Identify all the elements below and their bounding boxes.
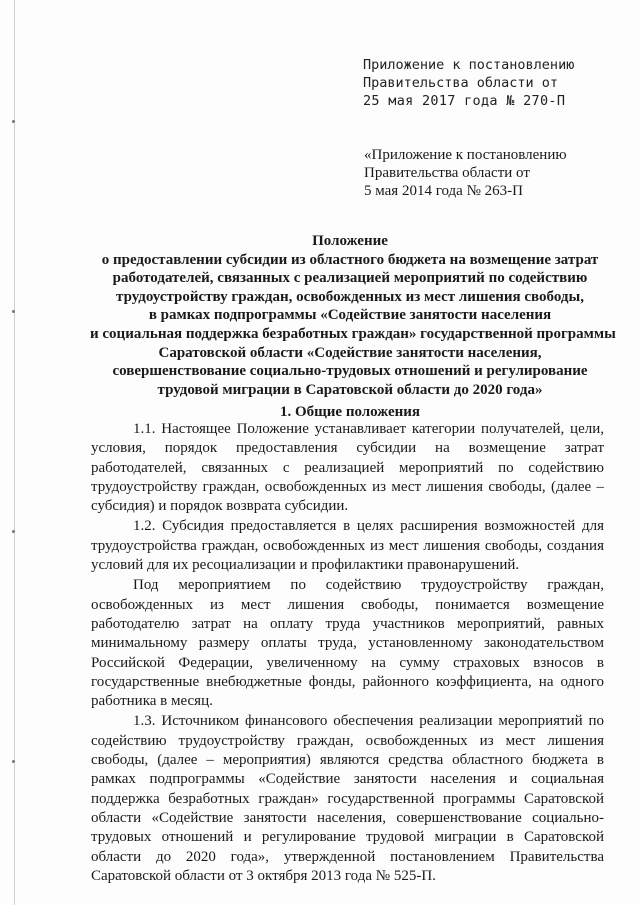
section-body: [91, 420, 604, 886]
prior-reference-line: «Приложение к постановлению: [364, 147, 567, 163]
paragraph-1-2: 1.2. Субсидия предоставляется в целях расширения возможностей для трудоустройства граждан, освобожденных из мест лишения свободы, создания условий для их ресоциализации и профилактики правонарушений.: [91, 518, 604, 574]
document-title-line: в рамках подпрограммы «Содействие занятости населения: [148, 307, 552, 324]
prior-reference-date-number: 5 мая 2014 года № 263-П: [364, 183, 523, 199]
paragraph-measure-definition: Под мероприятием по содействию трудоустройству граждан, освобожденных из мест лишения свободы, понимается возмещение работодателю затрат на оплату труда участников мероприятий, равных минимальному размеру оплаты труда, установленному законодательством Российской Федерации, увеличенному на сумму страховых взносов в государственные внебюджетные фонды, районного коэффициента, на одного работника в месяц.: [91, 577, 604, 710]
approval-stamp: [363, 56, 623, 110]
prior-appendix-reference: [364, 146, 624, 200]
document-title-line: Саратовской области «Содействие занятости населения,: [158, 344, 542, 361]
document-title-line: о предоставлении субсидии из областного бюджета на возмещение затрат: [101, 251, 599, 268]
document-title-line: Положение: [312, 233, 388, 249]
document-title-line: трудоустройству граждан, освобожденных из мест лишения свободы,: [116, 288, 584, 305]
scan-edge-mark: [12, 760, 15, 763]
scan-edge-line: [14, 0, 15, 905]
paragraph-1-1: 1.1. Настоящее Положение устанавливает категории получателей, цели, условия, порядок предоставления субсидии на возмещение затрат работодателей, связанных с реализацией мероприятий по содействию трудоустройству граждан, освобожденных из мест лишения свободы, (далее – субсидия) и порядок возврата субсидии.: [91, 421, 604, 515]
document-title-line: работодателей, связанных с реализацией мероприятий по содействию: [112, 270, 588, 287]
document-title: [90, 232, 616, 399]
document-title-line: совершенствование социально-трудовых отношений и регулирование: [112, 363, 588, 380]
approval-stamp-line: Приложение к постановлению: [363, 57, 575, 73]
paragraph-1-3: 1.3. Источником финансового обеспечения реализации мероприятий по содействию трудоустройству граждан, освобожденных из мест лишения свободы, (далее – мероприятия) являются средства областного бюджета в рамках подпрограммы «Содействие занятости населения и социальная поддержка безработных граждан» государственной программы Саратовской области «Содействие занятости населения, совершенствование социально-трудовых отношений и регулирование трудовой миграции в Саратовской области до 2020 года», утвержденной постановлением Правительства Саратовской области от 3 октября 2013 года № 525-П.: [91, 713, 604, 884]
scan-edge-mark: [12, 310, 15, 313]
document-title-line: трудовой миграции в Саратовской области до 2020 года»: [157, 381, 543, 398]
document-title-line: и социальная поддержка безработных граждан» государственной программы: [90, 325, 616, 342]
approval-stamp-line: Правительства области от: [363, 75, 559, 91]
scan-edge-mark: [12, 530, 15, 533]
prior-reference-line: Правительства области от: [364, 165, 530, 181]
approval-stamp-date-number: 25 мая 2017 года № 270-П: [363, 93, 566, 109]
scan-edge-mark: [12, 120, 15, 123]
section-heading: 1. Общие положения: [279, 404, 421, 420]
